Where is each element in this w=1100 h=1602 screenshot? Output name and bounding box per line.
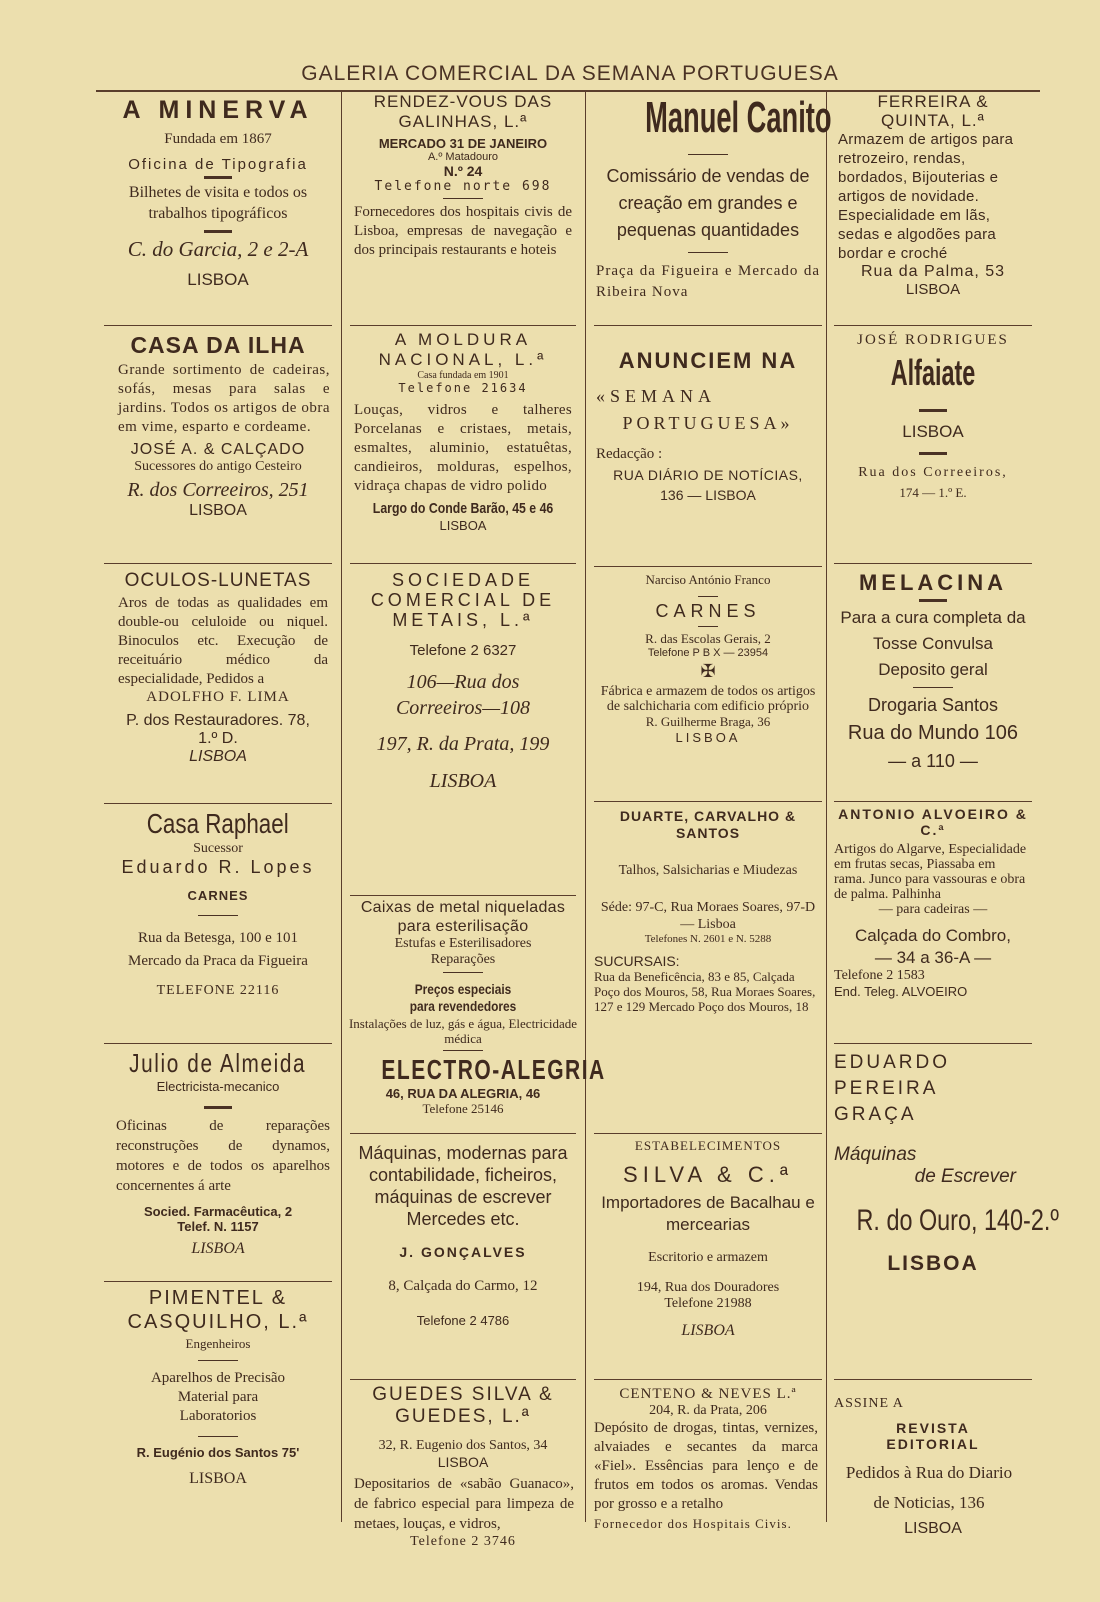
ad-title: Casa Raphael: [147, 808, 289, 839]
ad-text: Armazem de artigos para retrozeiro, rendas, bordados, Bijouterias e artigos de novidade. Especialidade em lãs, sedas e algodões para bordar e croché: [838, 131, 1014, 262]
ad-title: PORTUGUESA»: [622, 413, 794, 433]
ad-text: Oficina de Tipografia: [128, 156, 308, 173]
ad-phone: Telefone 21988: [664, 1296, 752, 1311]
ad-text: Sucessor: [193, 841, 243, 856]
ad-narciso-franco: [588, 568, 828, 802]
ad-text: SUCURSAIS:: [594, 953, 680, 969]
ad-city: LISBOA: [191, 1240, 245, 1257]
ad-text: Fábrica e armazem de todos os artigos de salchicharia com edificio próprio: [600, 684, 816, 714]
ad-city: LISBOA: [189, 502, 247, 519]
ad-address: 204, R. da Prata, 206: [649, 1403, 767, 1418]
ad-city: LISBOA: [675, 730, 741, 745]
ad-city: LISBOA: [187, 270, 249, 289]
ad-text: Depósito de drogas, tintas, vernizes, alvaiades e secantes da marca «Fiel». Essências para lenço e de frutos em todos os aromas. Vendas por grosso e a retalho: [594, 1420, 818, 1512]
ad-text: Comissário de vendas de creação em grandes e pequenas quantidades: [606, 166, 810, 240]
ad-guedes-silva: [344, 1382, 582, 1549]
ad-text: Deposito geral: [878, 660, 988, 679]
ad-text: Drogaria Santos: [867, 695, 999, 715]
ad-city: LISBOA: [904, 1520, 962, 1537]
ad-address: R. Eugénio dos Santos 75': [136, 1445, 300, 1460]
ad-title: MELACINA: [858, 570, 1008, 595]
column-3: [588, 92, 832, 1531]
ad-text: Fundada em 1867: [164, 131, 272, 147]
ad-address: 32, R. Eugenio dos Santos, 34: [378, 1438, 548, 1453]
ad-text: ASSINE A: [834, 1396, 904, 1411]
ad-address: Rua da Palma, 53: [860, 263, 1006, 280]
ad-title: J. GONÇALVES: [399, 1244, 527, 1260]
ad-address: Calçada do Combro,: [855, 926, 1011, 945]
ad-title: CASA DA ILHA: [130, 332, 306, 358]
ad-duarte-carvalho: [588, 804, 828, 1134]
ad-text: Aparelhos de Precisão Material para Laboratorios: [150, 1370, 286, 1424]
separator: [594, 566, 822, 567]
ad-silva: [588, 1136, 828, 1380]
ad-city: LISBOA: [189, 748, 247, 765]
ad-title: A MINERVA: [122, 96, 314, 124]
ad-address: 8, Calçada do Carmo, 12: [388, 1278, 538, 1294]
ad-address: — a 110 —: [888, 751, 978, 771]
separator: [204, 230, 232, 233]
ad-phone: Telefone norte 698: [374, 179, 552, 194]
ad-city: LISBOA: [437, 1454, 489, 1470]
ad-title: GUEDES, L.ª: [395, 1406, 531, 1427]
ad-text: — para cadeiras —: [878, 902, 988, 917]
ad-julio-de-almeida: [98, 1046, 338, 1282]
ad-title: ANTONIO ALVOEIRO & C.ª: [838, 806, 1028, 838]
ad-address: 194, Rua dos Douradores: [636, 1280, 780, 1295]
ad-address: RUA DIÁRIO DE NOTÍCIAS,: [613, 467, 803, 483]
ad-address: C. do Garcia, 2 e 2-A: [127, 237, 309, 261]
ad-sociedade-metais: [344, 566, 582, 896]
ad-title: Manuel Canito: [645, 93, 832, 142]
ad-title: CENTENO & NEVES L.ª: [619, 1386, 797, 1402]
ad-title: EDITORIAL: [886, 1436, 980, 1452]
ad-text: Importadores de Bacalhau e mercearias: [601, 1193, 815, 1234]
ad-jose-rodrigues: [828, 328, 1038, 564]
ad-title: FERREIRA & QUINTA, L.ª: [877, 92, 989, 130]
ad-text: Escritorio e armazem: [648, 1250, 768, 1265]
ad-city: LISBOA: [439, 518, 487, 533]
ad-anunciem: [588, 328, 828, 562]
separator: [919, 599, 947, 602]
ad-address: P. dos Restauradores. 78, 1.º D.: [126, 712, 310, 747]
column-1: [98, 92, 338, 1528]
ad-city: LISBOA: [887, 1252, 979, 1275]
separator: [443, 198, 483, 199]
ad-melacina: [828, 566, 1038, 802]
ad-title: REVISTA: [896, 1420, 970, 1436]
ad-contact: Socied. Farmacêutica, 2: [143, 1204, 293, 1219]
ad-text: Sucessores do antigo Cesteiro: [134, 459, 302, 474]
ad-text: Instalações de luz, gás e água, Electricidade médica: [348, 1016, 578, 1046]
ad-phone: Telefone 2 3746: [410, 1534, 516, 1549]
separator: [919, 452, 947, 455]
ad-phone: Telefone 2 6327: [409, 642, 517, 659]
ad-phone: Telefone 2 4786: [416, 1313, 510, 1328]
ad-text: Electricista-mecanico: [156, 1079, 280, 1094]
separator: [198, 915, 238, 916]
ad-text: ESTABELECIMENTOS: [634, 1138, 782, 1153]
ad-eduardo-pereira-graca: [828, 1046, 1059, 1380]
ad-text: Rua da Beneficência, 83 e 85, Calçada Poço dos Mouros, 58, Rua Moraes Soares, 127 e 129 Mercado Poço dos Mouros, 18: [594, 969, 816, 1014]
separator: [198, 1360, 238, 1361]
ad-antonio-alvoeiro: [828, 804, 1038, 1044]
ad-electro-alegria: [344, 898, 606, 1134]
ad-city: LISBOA: [681, 1322, 735, 1339]
ad-city: LISBOA: [902, 422, 964, 441]
ad-address: R. das Escolas Gerais, 2: [645, 631, 771, 646]
ad-pimentel-casquilho: [98, 1284, 338, 1514]
ad-text: Louças, vidros e talheres Porcelanas e cristaes, metais, esmaltes, aluminio, estatuêtas, candieiros, molduras, espelhos, vidraça chapas de vidro polido: [354, 402, 572, 494]
ad-title: ELECTRO-ALEGRIA: [381, 1054, 606, 1085]
ad-title: «SEMANA: [596, 386, 717, 406]
separator: [688, 252, 728, 253]
ad-title: SOCIEDADE COMERCIAL DE METAIS, L.ª: [370, 570, 556, 630]
separator: [443, 1050, 483, 1051]
ad-text: Séde: 97-C, Rua Moraes Soares, 97-D — Lisboa: [600, 900, 816, 932]
ad-revista-editorial: [828, 1382, 1038, 1602]
ad-city: LISBOA: [429, 770, 497, 792]
column-4: [828, 92, 1059, 1537]
column-divider: [341, 92, 342, 1522]
ad-text: Engenheiros: [185, 1336, 251, 1351]
ad-phone: Telefones N. 2601 e N. 5288: [644, 933, 772, 945]
ad-text: Talhos, Salsicharias e Miudezas: [618, 863, 798, 878]
ad-address: 136 — LISBOA: [660, 487, 756, 503]
separator: [698, 626, 718, 627]
separator: [919, 409, 947, 412]
ad-text: Redacção :: [596, 446, 663, 462]
ad-moldura-nacional: [344, 328, 582, 564]
ad-oculos-lunetas: [98, 566, 338, 804]
ad-trade: Alfaiate: [890, 352, 976, 393]
ad-city: LISBOA: [905, 281, 961, 298]
ad-address: Rua dos Correeiros,: [858, 465, 1008, 480]
ad-text: Máquinas: [834, 1144, 917, 1165]
ad-casa-raphael: [98, 806, 338, 1044]
ad-phone: Telefone P B X — 23954: [647, 647, 769, 659]
ad-title: JOSÉ RODRIGUES: [857, 332, 1009, 348]
ad-number: N.º 24: [443, 163, 483, 179]
ad-phone: Telefone 21634: [398, 381, 528, 395]
ad-text: Pedidos à Rua do Diario de Noticias, 136: [845, 1463, 1013, 1512]
ad-text: Fornecedores dos hospitais civis de Lisboa, empresas de navegação e dos principais restaurants e hoteis: [354, 204, 572, 258]
ad-text: Reparações: [430, 952, 496, 967]
ornament-icon: ✠: [700, 661, 716, 681]
ad-text: End. Teleg. ALVOEIRO: [834, 984, 968, 999]
ad-text: Preços especiais para revendedores: [409, 981, 517, 1014]
ad-text: de Escrever: [914, 1166, 1016, 1187]
ad-title: ANUNCIEM NA: [618, 348, 798, 373]
ad-address: Rua da Betesga, 100 e 101: [138, 930, 298, 946]
ad-title: OCULOS-LUNETAS: [124, 570, 312, 591]
ad-address: — 34 a 36-A —: [874, 948, 992, 967]
ad-ferreira-quinta: [828, 92, 1038, 326]
ad-address: Largo do Conde Barão, 45 e 46: [372, 500, 554, 517]
ad-address: R. do Ouro, 140-2.º: [856, 1204, 1059, 1237]
ad-text: Grande sortimento de cadeiras, sofás, mesas para salas e jardins. Todos os artigos de obra em vime, esparto e cordeame.: [118, 362, 330, 435]
ad-title: EDUARDO PEREIRA GRAÇA: [834, 1052, 951, 1125]
column-2: [344, 92, 606, 1549]
ad-city: LISBOA: [189, 1470, 247, 1487]
ad-title: RENDEZ-VOUS DAS GALINHAS, L.ª: [373, 92, 553, 131]
ad-title: DUARTE, CARVALHO & SANTOS: [619, 808, 797, 841]
ad-text: Estufas e Esterilisadores: [394, 936, 532, 951]
ad-minerva: [98, 92, 338, 326]
ad-j-goncalves: [344, 1136, 582, 1380]
ad-title: Narciso António Franco: [645, 572, 771, 587]
ad-text: Mercado da Praca da Figueira: [128, 953, 308, 969]
ad-title: GUEDES SILVA &: [372, 1384, 554, 1405]
ad-text: Para a cura completa da Tosse Convulsa: [840, 608, 1026, 653]
separator: [443, 972, 483, 973]
ad-text: Casa fundada em 1901: [417, 370, 509, 381]
ad-centeno-neves: [588, 1382, 828, 1602]
ad-address: R. dos Correeiros, 251: [127, 479, 309, 501]
ad-text: Oficinas de reparações reconstruções de dynamos, motores e de todos os aparelhos concernentes á arte: [116, 1118, 330, 1194]
ad-text: MERCADO 31 DE JANEIRO: [378, 136, 548, 151]
ad-text: Depositarios de «sabão Guanaco», de fabrico especial para limpeza de metaes, louças, e vidros,: [354, 1476, 574, 1532]
separator: [688, 154, 728, 155]
page-header: GALERIA COMERCIAL DA SEMANA PORTUGUESA: [301, 62, 839, 85]
separator: [913, 687, 953, 688]
separator: [198, 1436, 238, 1437]
ad-text: Máquinas, modernas para contabilidade, ficheiros, máquinas de escrever Mercedes etc.: [358, 1143, 568, 1229]
column-divider: [585, 92, 586, 1522]
ad-trade: CARNES: [655, 601, 761, 621]
ad-owner: Eduardo R. Lopes: [121, 857, 315, 877]
ad-text: Bilhetes de visita e todos os trabalhos tipográficos: [128, 184, 308, 222]
ad-title: Julio de Almeida: [129, 1048, 307, 1078]
ad-owners: JOSÉ A. & CALÇADO: [130, 441, 306, 458]
ad-phone: Telefone 25146: [422, 1101, 504, 1116]
separator: [698, 596, 718, 597]
ad-title: SILVA & C.ª: [623, 1162, 793, 1187]
ad-phone: TELEFONE 22116: [156, 983, 280, 998]
ad-address: 174 — 1.º E.: [899, 485, 967, 500]
separator: [204, 1106, 232, 1109]
ad-rendez-vous: [344, 92, 582, 326]
ad-contact: Telef. N. 1157: [177, 1219, 259, 1234]
ad-owner: ADOLFHO F. LIMA: [146, 689, 290, 705]
ad-text: Artigos do Algarve, Especialidade em frutas secas, Piassaba em rama. Junco para vassouras e obra de palma. Palhinha: [834, 842, 1027, 902]
ad-address: 46, RUA DA ALEGRIA, 46: [385, 1086, 541, 1101]
ad-address: R. Guilherme Braga, 36: [645, 714, 771, 729]
ad-phone: Telefone 2 1583: [834, 968, 925, 983]
ad-text: Caixas de metal niqueladas para esterilisação: [360, 899, 566, 935]
ad-text: Aros de todas as qualidades em double-ou celuloide ou niquel. Binoculos etc. Execução de receituário médico da especialidade, Pedidos a: [118, 595, 328, 687]
ad-address: Rua do Mundo 106: [847, 722, 1019, 744]
ad-text: Fornecedor dos Hospitais Civis.: [594, 1516, 792, 1531]
ad-address: 197, R. da Prata, 199: [376, 733, 550, 755]
ad-text: A.º Matadouro: [427, 151, 499, 163]
ad-title: PIMENTEL & CASQUILHO, L.ª: [127, 1287, 309, 1333]
ad-trade: CARNES: [187, 888, 249, 903]
ad-address: 106—Rua dos Correeiros—108: [395, 671, 531, 719]
ad-address: Praça da Figueira e Mercado da Ribeira Nova: [596, 263, 820, 300]
separator: [204, 176, 232, 179]
ad-title: A MOLDURA NACIONAL, L.ª: [378, 330, 548, 369]
ad-casa-da-ilha: [98, 328, 338, 564]
ad-manuel-canito: [588, 92, 832, 326]
